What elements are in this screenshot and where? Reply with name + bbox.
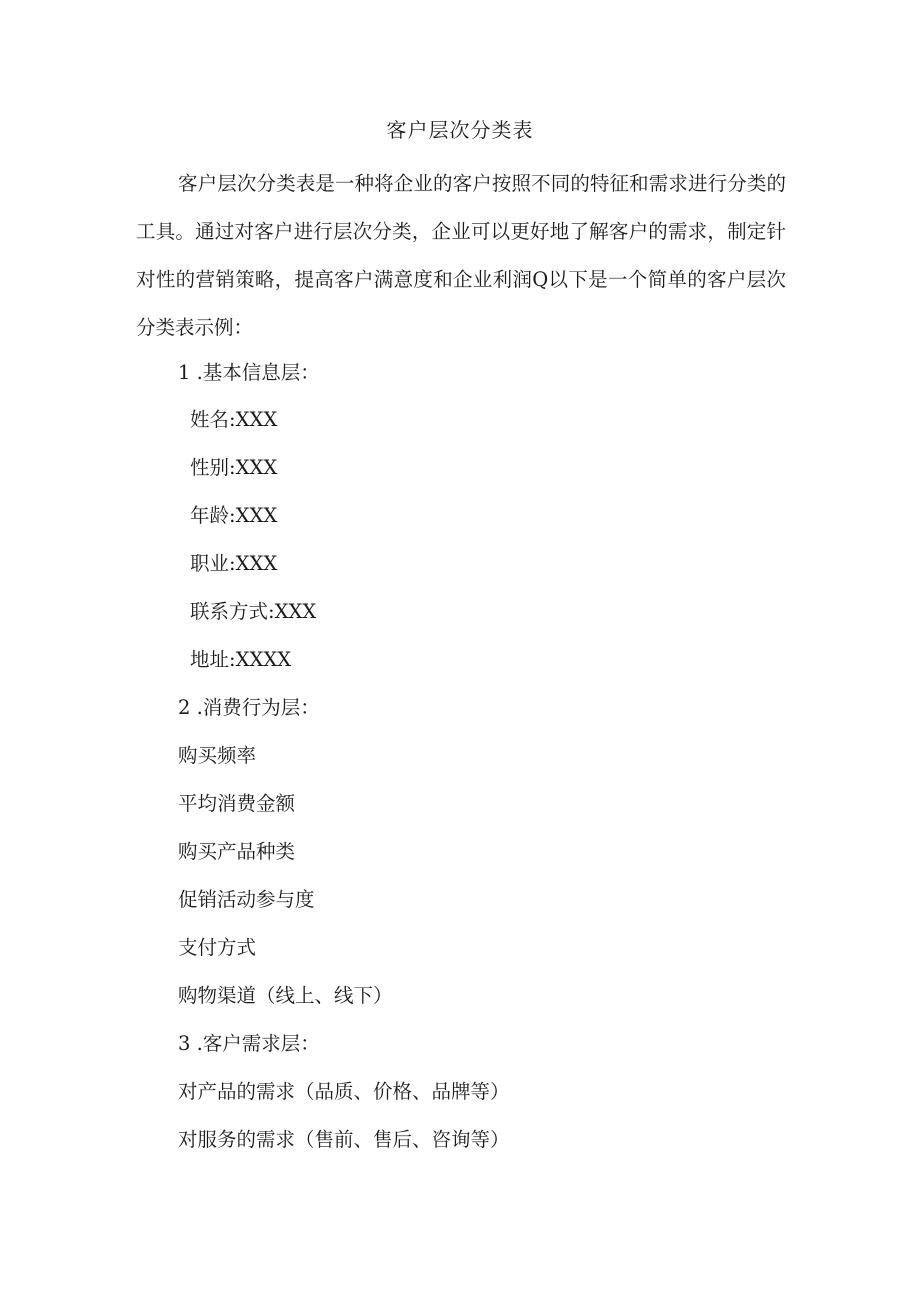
item-product-categories: 购买产品种类	[178, 840, 296, 863]
field-address: 地址:XXXX	[190, 648, 292, 671]
field-gender: 性别:XXX	[190, 456, 278, 479]
item-service-needs: 对服务的需求（售前、售后、咨询等）	[178, 1128, 510, 1151]
field-contact: 联系方式:XXX	[190, 600, 317, 623]
item-promotion-participation: 促销活动参与度	[178, 888, 315, 911]
intro-paragraph: 客户层次分类表是一种将企业的客户按照不同的特征和需求进行分类的工具。通过对客户进行层次分类，企业可以更好地了解客户的需求，制定针对性的营销策略，提高客户满意度和企业利润Q以下是一个简单的客户层次分类表示例：	[136, 172, 786, 339]
field-name: 姓名:XXX	[190, 408, 278, 431]
section-heading-basic-info: 1 .基本信息层：	[178, 361, 320, 384]
document-title: 客户层次分类表	[386, 118, 534, 142]
item-average-spend: 平均消费金额	[178, 792, 296, 815]
item-purchase-frequency: 购买频率	[178, 744, 257, 767]
field-occupation: 职业:XXX	[190, 552, 278, 575]
item-payment-method: 支付方式	[178, 936, 257, 959]
section-heading-needs: 3 .客户需求层：	[178, 1032, 320, 1055]
section-heading-consumption: 2 .消费行为层：	[178, 696, 320, 719]
field-age: 年龄:XXX	[190, 504, 278, 527]
item-product-needs: 对产品的需求（品质、价格、品牌等）	[178, 1080, 510, 1103]
item-shopping-channel: 购物渠道（线上、线下）	[178, 984, 393, 1007]
